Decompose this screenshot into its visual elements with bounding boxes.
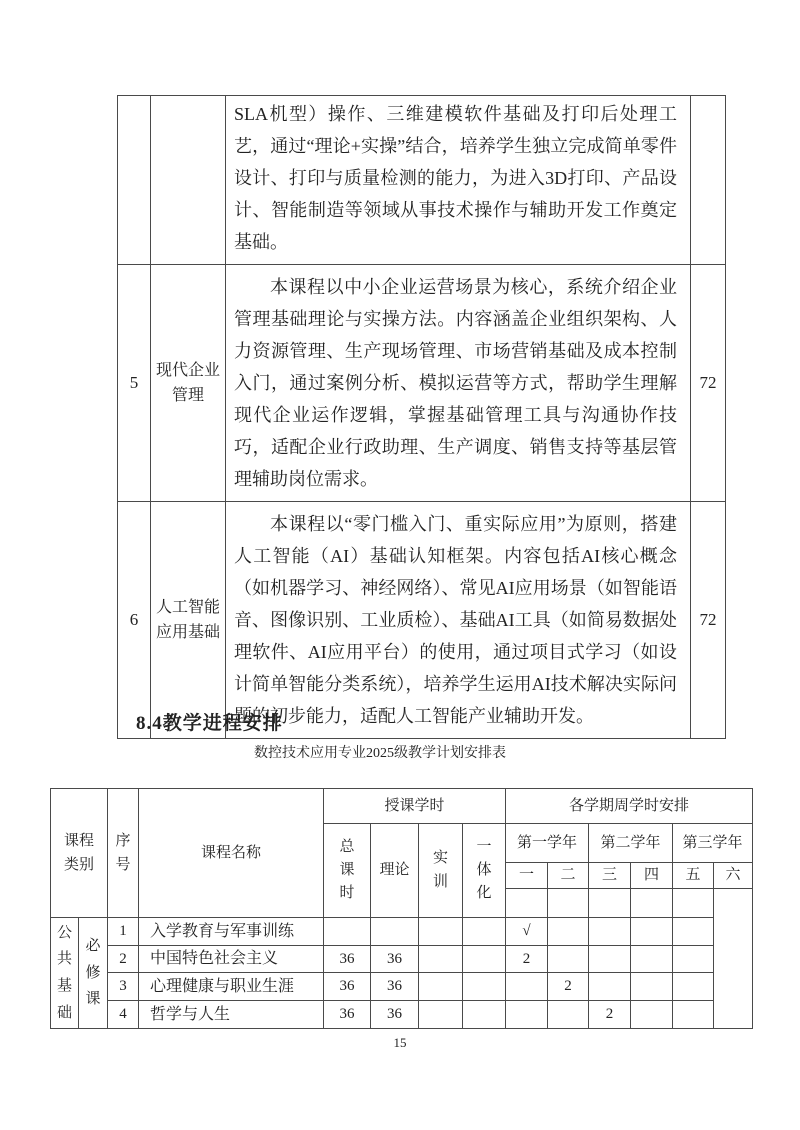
course-hours-cell: 72 [691, 265, 726, 502]
course-hours-cell: 72 [691, 502, 726, 739]
header-total-hours: 总课时 [324, 824, 371, 918]
course-desc-cell: 本课程以“零门槛入门、重实际应用”为原则，搭建人工智能（AI）基础认知框架。内容包括AI核心概念（如机器学习、神经网络）、常见AI应用场景（如智能语音、图像识别、工业质检）、基础AI工具（如简易数据处理软件、AI应用平台）的使用，通过项目式学习（如设计简单智能分类系统），培养学生运用AI技术解决实际问题的初步能力，适配人工智能产业辅助开发。 [226, 502, 691, 739]
integrated-cell [463, 946, 506, 973]
header-practice: 实训 [419, 824, 463, 918]
table-row [51, 1001, 753, 1029]
teaching-schedule-table [50, 788, 753, 1029]
course-hours-cell [691, 96, 726, 265]
course-desc-cell: 本课程以中小企业运营场景为核心，系统介绍企业管理基础理论与实操方法。内容涵盖企业组织架构、人力资源管理、生产现场管理、市场营销基础及成本控制入门，通过案例分析、模拟运营等方式，帮助学生理解现代企业运作逻辑，掌握基础管理工具与沟通协作技巧，适配企业行政助理、生产调度、销售支持等基层管理辅助岗位需求。 [226, 265, 691, 502]
header-row [51, 789, 753, 824]
table-row [118, 502, 726, 739]
course-name-cell: 哲学与人生 [139, 1001, 324, 1029]
sem5-cell [673, 973, 714, 1001]
practice-cell [419, 946, 463, 973]
total-cell: 36 [324, 1001, 371, 1029]
category-group-cell: 公共基础 [51, 918, 79, 1029]
theory-cell: 36 [371, 1001, 419, 1029]
course-name-cell: 人工智能应用基础 [151, 502, 226, 739]
seq-cell: 4 [108, 1001, 139, 1029]
course-name-cell: 现代企业管理 [151, 265, 226, 502]
course-description-table [117, 95, 726, 739]
seq-cell: 2 [108, 946, 139, 973]
header-sem3: 三 [589, 863, 631, 889]
empty-cell [589, 889, 631, 918]
table-row [51, 946, 753, 973]
sem4-cell [631, 1001, 673, 1029]
sem3-cell [589, 973, 631, 1001]
sem5-cell [673, 918, 714, 946]
empty-cell [548, 889, 589, 918]
sem1-cell: √ [506, 918, 548, 946]
course-seq-cell: 6 [118, 502, 151, 739]
sem1-cell [506, 973, 548, 1001]
header-sem1: 一 [506, 863, 548, 889]
sem2-cell: 2 [548, 973, 589, 1001]
sem5-cell [673, 1001, 714, 1029]
empty-cell [631, 889, 673, 918]
total-cell: 36 [324, 973, 371, 1001]
practice-cell [419, 973, 463, 1001]
integrated-cell [463, 973, 506, 1001]
page-number: 15 [393, 1035, 407, 1050]
section-heading: 8.4教学进程安排 [136, 713, 283, 734]
seq-cell: 3 [108, 973, 139, 1001]
header-sem5: 五 [673, 863, 714, 889]
theory-cell [371, 918, 419, 946]
table-row [118, 96, 726, 265]
header-seq: 序号 [108, 789, 139, 918]
total-cell: 36 [324, 946, 371, 973]
table-row [51, 973, 753, 1001]
table-row [51, 918, 753, 946]
sem4-cell [631, 918, 673, 946]
header-weekly-schedule: 各学期周学时安排 [506, 789, 753, 824]
sem3-cell: 2 [589, 1001, 631, 1029]
empty-cell [673, 889, 714, 918]
course-name-cell: 入学教育与军事训练 [139, 918, 324, 946]
header-year1: 第一学年 [506, 824, 589, 863]
theory-cell: 36 [371, 973, 419, 1001]
sem1-cell: 2 [506, 946, 548, 973]
header-integrated: 一体化 [463, 824, 506, 918]
header-year3: 第三学年 [673, 824, 753, 863]
course-desc-cell: SLA机型）操作、三维建模软件基础及打印后处理工艺，通过“理论+实操”结合，培养学生独立完成简单零件设计、打印与质量检测的能力，为进入3D打印、产品设计、智能制造等领域从事技术操作与辅助开发工作奠定基础。 [226, 96, 691, 265]
sem5-cell [673, 946, 714, 973]
seq-cell: 1 [108, 918, 139, 946]
empty-cell [506, 889, 548, 918]
course-seq-cell [118, 96, 151, 265]
theory-cell: 36 [371, 946, 419, 973]
header-course-category: 课程类别 [51, 789, 108, 918]
integrated-cell [463, 918, 506, 946]
course-name-cell: 中国特色社会主义 [139, 946, 324, 973]
integrated-cell [463, 1001, 506, 1029]
practice-cell [419, 1001, 463, 1029]
course-seq-cell: 5 [118, 265, 151, 502]
header-teaching-hours: 授课学时 [324, 789, 506, 824]
sem3-cell [589, 946, 631, 973]
practice-cell [419, 918, 463, 946]
table-row [118, 265, 726, 502]
category-type-cell: 必修课 [79, 918, 108, 1029]
sem4-cell [631, 973, 673, 1001]
header-sem4: 四 [631, 863, 673, 889]
sem3-cell [589, 918, 631, 946]
total-cell [324, 918, 371, 946]
table-caption: 数控技术应用专业2025级教学计划安排表 [254, 746, 506, 761]
header-course-name: 课程名称 [139, 789, 324, 918]
sem1-cell [506, 1001, 548, 1029]
header-year2: 第二学年 [589, 824, 673, 863]
sem2-cell [548, 918, 589, 946]
header-sem6: 六 [714, 863, 753, 889]
header-theory: 理论 [371, 824, 419, 918]
course-name-cell: 心理健康与职业生涯 [139, 973, 324, 1001]
header-sem2: 二 [548, 863, 589, 889]
sem2-cell [548, 1001, 589, 1029]
course-name-cell [151, 96, 226, 265]
sem4-cell [631, 946, 673, 973]
sem6-merged-empty-cell [714, 889, 753, 1029]
sem2-cell [548, 946, 589, 973]
